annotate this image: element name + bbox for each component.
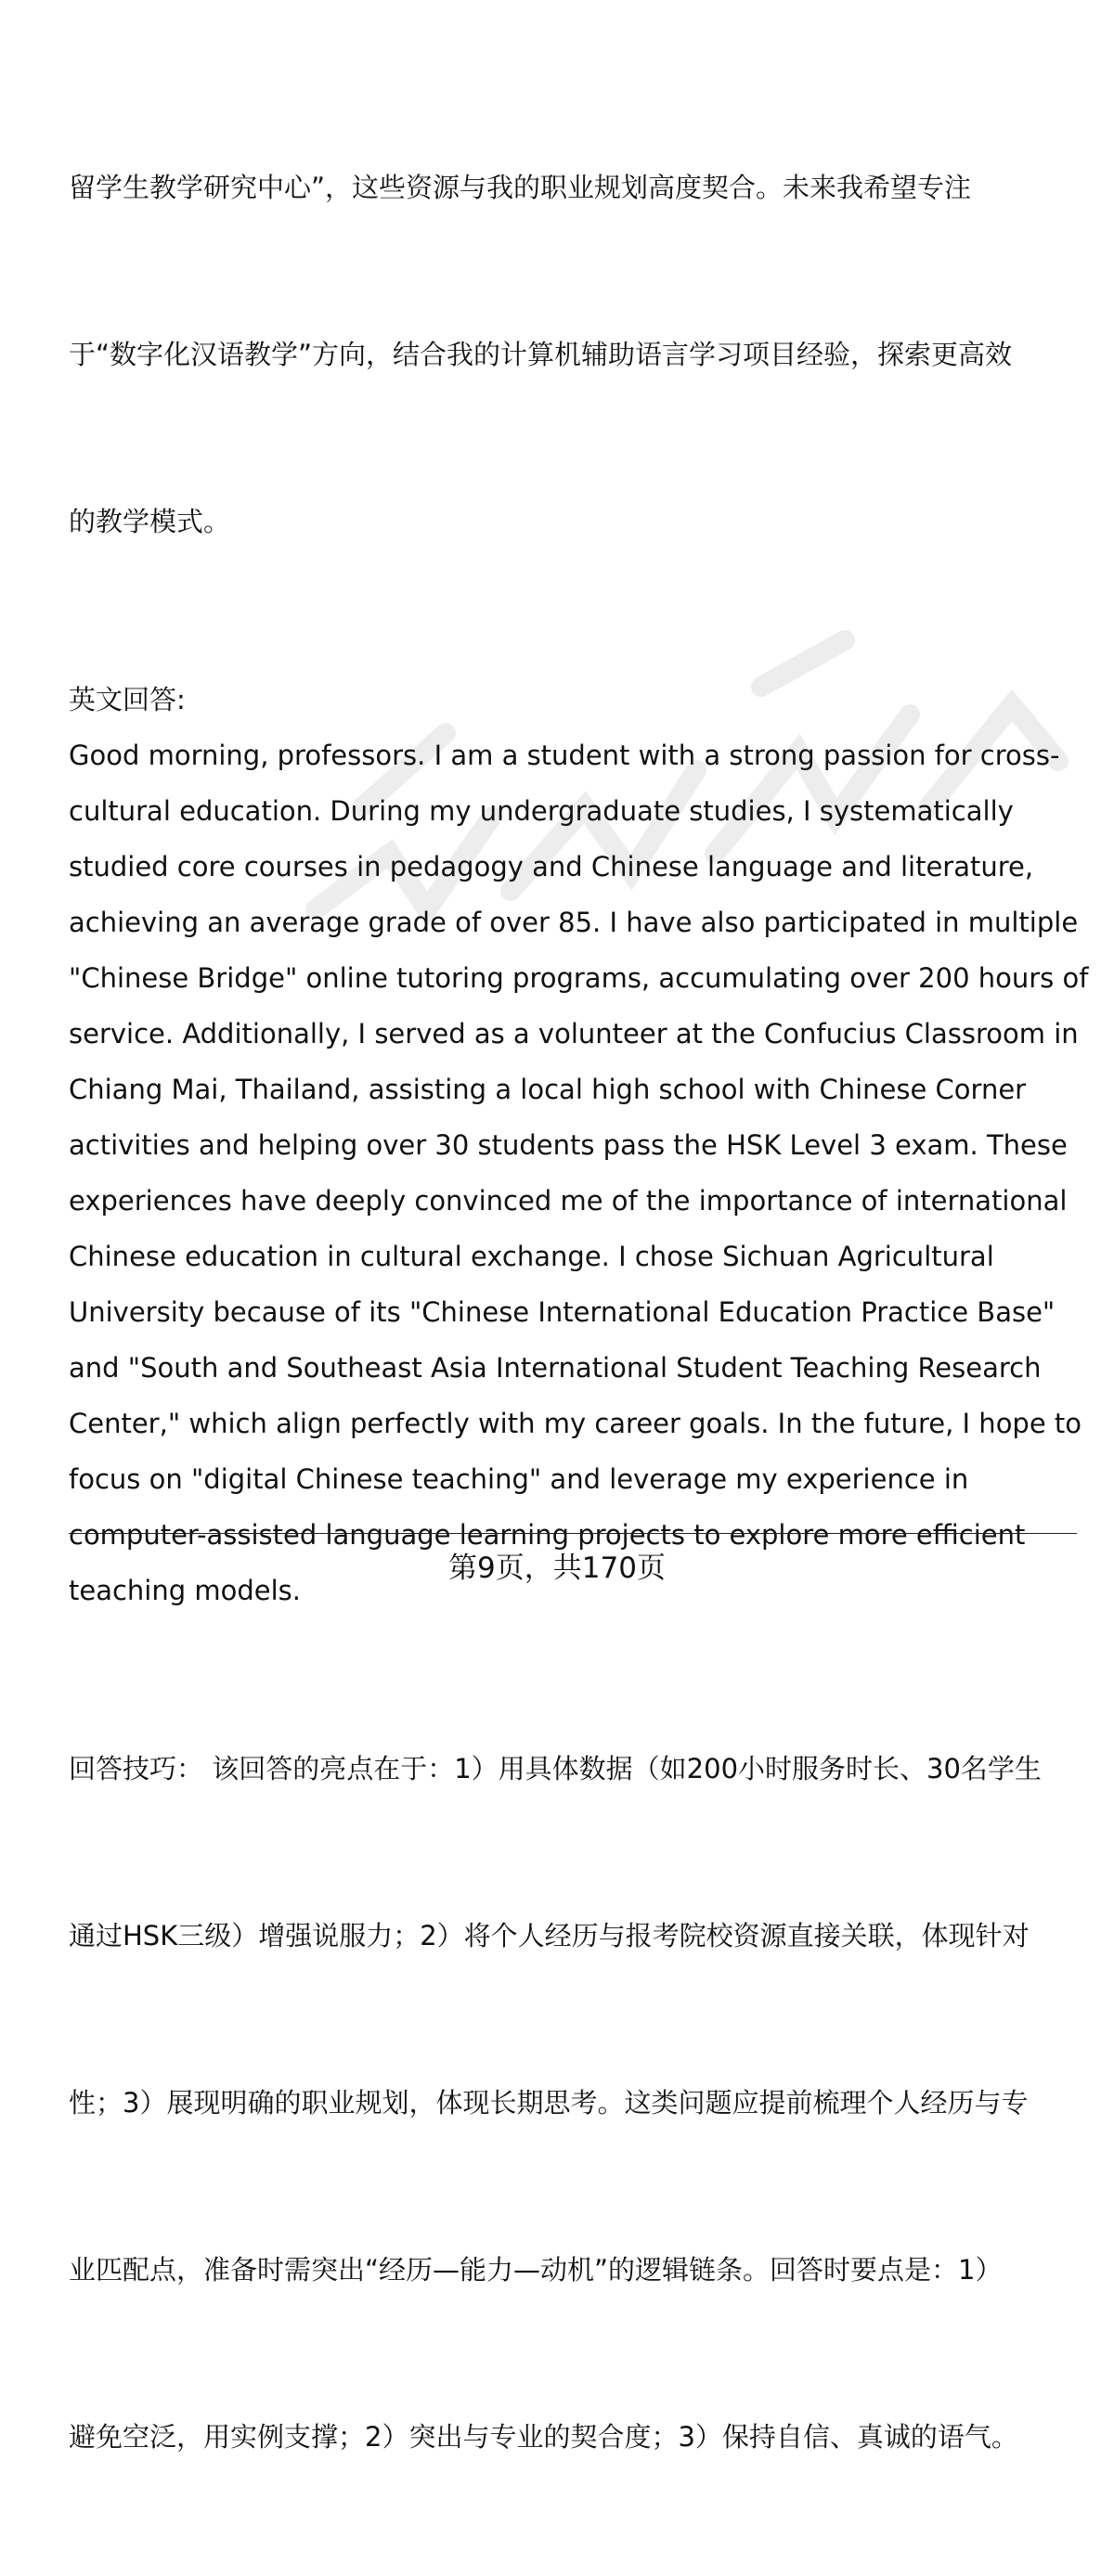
text-line: teaching models. (69, 1575, 301, 1606)
text-line: Chinese education in cultural exchange. I chose Sichuan Agricultural (69, 1241, 994, 1272)
text-line: achieving an average grade of over 85. I have also participated in multiple (69, 907, 1079, 938)
text-line: University because of its "Chinese International Education Practice Base" (69, 1296, 1056, 1328)
paragraph-gap (69, 1618, 1077, 1629)
text-line: "Chinese Bridge" online tutoring programs, accumulating over 200 hours of (69, 962, 1089, 994)
text-line: experiences have deeply convinced me of the importance of international (69, 1185, 1068, 1217)
text-line: 通过HSK三级）增强说服力；2）将个人经历与报考院校资源直接关联，体现针对 (69, 1920, 1030, 1951)
page-number: 第9页，共170页 (448, 1552, 666, 1585)
answer-tips-paragraph (69, 1629, 1077, 2576)
text-line: cultural education. During my undergraduate studies, I systematically (69, 795, 1014, 827)
document-body (69, 48, 1089, 2576)
text-line: 回答技巧： 该回答的亮点在于：1）用具体数据（如200小时服务时长、30名学生 (69, 1753, 1042, 1784)
text-line: Good morning, professors. I am a student with a strong passion for cross- (69, 740, 1060, 771)
text-line: studied core courses in pedagogy and Chinese language and literature, (69, 851, 1034, 882)
text-line: 留学生教学研究中心”，这些资源与我的职业规划高度契合。未来我希望专注 (69, 172, 972, 203)
chinese-paragraph (69, 48, 1077, 661)
english-answer-heading: 英文回答: (69, 684, 186, 715)
text-line: 业匹配点，准备时需突出“经历—能力—动机”的逻辑链条。回答时要点是：1） (69, 2254, 1003, 2286)
text-line: 的教学模式。 (69, 506, 231, 537)
text-line: and "South and Southeast Asia International Student Teaching Research (69, 1352, 1042, 1384)
text-line: Chiang Mai, Thailand, assisting a local high school with Chinese Corner (69, 1074, 1027, 1105)
text-line: activities and helping over 30 students pass the HSK Level 3 exam. These (69, 1129, 1068, 1161)
text-line: Center," which align perfectly with my career goals. In the future, I hope to (69, 1408, 1082, 1439)
text-line: service. Additionally, I served as a volunteer at the Confucius Classroom in (69, 1018, 1079, 1050)
text-line: focus on "digital Chinese teaching" and leverage my experience in (69, 1463, 969, 1495)
paragraph-gap (69, 661, 1077, 672)
english-answer-paragraph (69, 728, 1089, 1618)
text-line: computer-assisted language learning projects to explore more efficient (69, 1519, 1026, 1551)
text-line: 避免空泛，用实例支撑；2）突出与专业的契合度；3）保持自信、真诚的语气。 (69, 2421, 1018, 2453)
footer-divider (69, 1533, 1077, 1534)
text-line: 于“数字化汉语教学”方向，结合我的计算机辅助语言学习项目经验，探索更高效 (69, 339, 1013, 370)
text-line: 性；3）展现明确的职业规划，体现长期思考。这类问题应提前梳理个人经历与专 (69, 2087, 1029, 2119)
